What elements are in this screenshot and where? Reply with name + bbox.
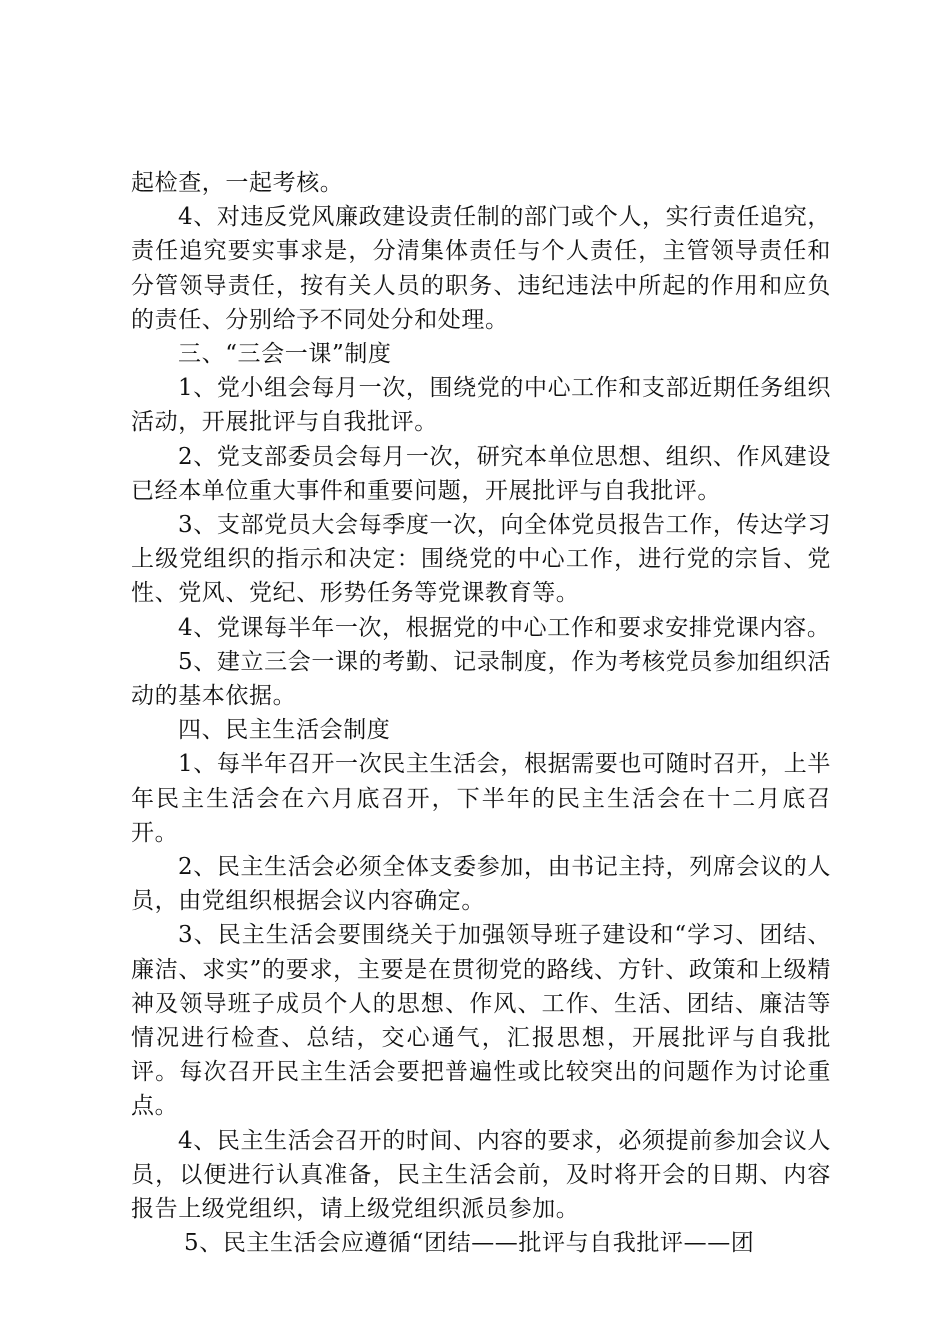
paragraph-item: 1、每半年召开一次民主生活会，根据需要也可随时召开，上半年民主生活会在六月底召开，下半年的民主生活会在十二月底召开。 [131, 751, 831, 846]
paragraph-continuation: 起检查，一起考核。 [131, 170, 344, 196]
paragraph-item: 5、民主生活会应遵循“团结——批评与自我批评——团 [184, 1230, 755, 1257]
section-heading-democratic-life: 四、民主生活会制度 [178, 717, 391, 744]
paragraph-item: 3、民主生活会要围绕关于加强领导班子建设和“学习、团结、廉洁、求实”的要求，主要是在贯彻党的路线、方针、政策和上级精神及领导班子成员个人的思想、作风、工作、生活、团结、廉洁等情况进行检查、总结，交心通气，汇报思想，开展批评与自我批评。每次召开民主生活会要把普遍性或比较突出的问题作为讨论重点。 [131, 922, 831, 1120]
paragraph-item: 5、建立三会一课的考勤、记录制度，作为考核党员参加组织活动的基本依据。 [131, 648, 831, 710]
paragraph-item: 2、党支部委员会每月一次，研究本单位思想、组织、作风建设已经本单位重大事件和重要问题，开展批评与自我批评。 [131, 443, 831, 504]
section-heading-three-meetings: 三、“三会一课”制度 [178, 341, 392, 368]
paragraph-item: 4、民主生活会召开的时间、内容的要求，必须提前参加会议人员，以便进行认真准备，民主生活会前，及时将开会的日期、内容报告上级党组织，请上级党组织派员参加。 [131, 1127, 831, 1223]
paragraph-item: 4、对违反党风廉政建设责任制的部门或个人，实行责任追究，责任追究要实事求是，分清集体责任与个人责任，主管领导责任和分管领导责任，按有关人员的职务、违纪违法中所起的作用和应负的责任、分别给予不同处分和处理。 [131, 204, 831, 333]
paragraph-item: 3、支部党员大会每季度一次，向全体党员报告工作，传达学习上级党组织的指示和决定：围绕党的中心工作，进行党的宗旨、党性、党风、党纪、形势任务等党课教育等。 [131, 512, 831, 607]
paragraph-item: 2、民主生活会必须全体支委参加，由书记主持，列席会议的人员，由党组织根据会议内容确定。 [131, 854, 831, 915]
paragraph-item: 1、党小组会每月一次，围绕党的中心工作和支部近期任务组织活动，开展批评与自我批评。 [131, 375, 831, 436]
paragraph-item: 4、党课每半年一次，根据党的中心工作和要求安排党课内容。 [178, 614, 831, 641]
document-body [131, 166, 831, 1261]
